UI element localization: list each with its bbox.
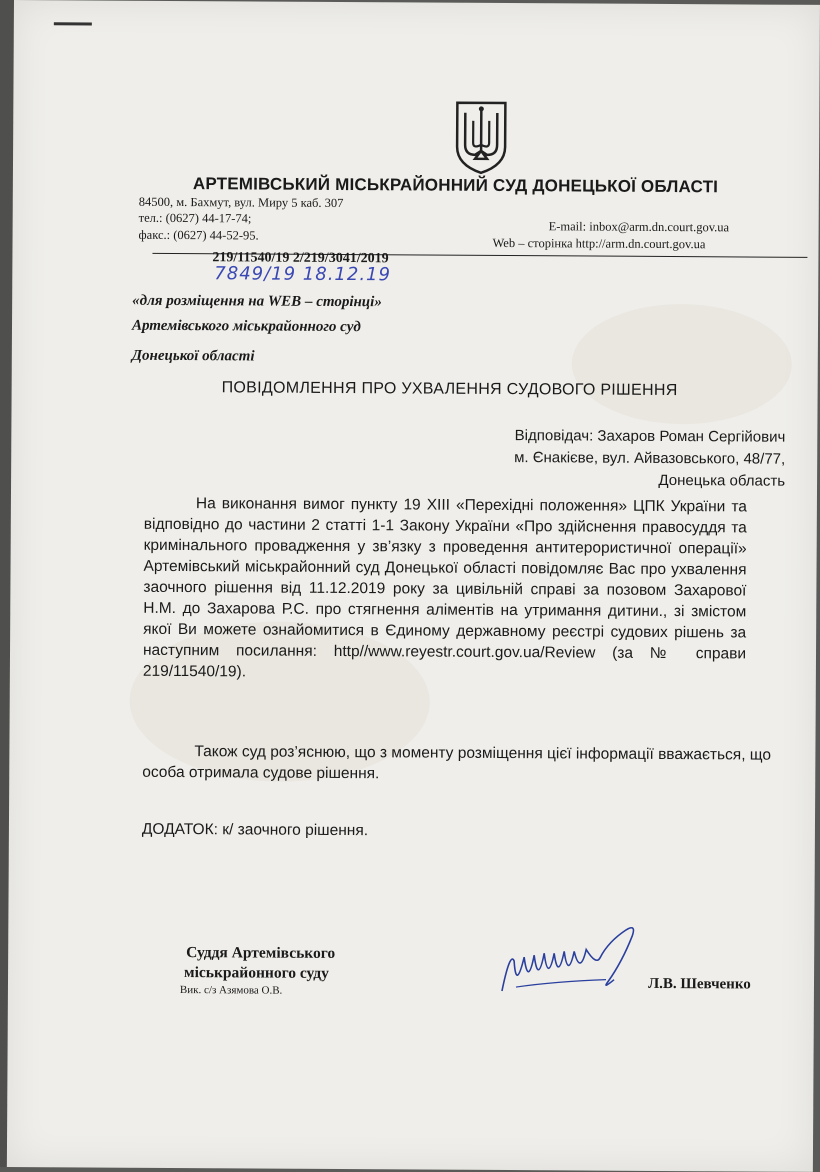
addressee-line1: «для розміщення на WEB – сторінці» bbox=[132, 292, 382, 311]
document-page bbox=[7, 0, 820, 1172]
court-name: АРТЕМІВСЬКИЙ МІСЬКРАЙОННИЙ СУД ДОНЕЦЬКОЇ ОБЛАСТІ bbox=[192, 174, 719, 197]
executor-note: Вик. с/з Азямова О.В. bbox=[179, 984, 283, 997]
court-website: Web – сторінка http://arm.dn.court.gov.ua bbox=[492, 235, 706, 252]
judge-title-line2: міськрайонного суду bbox=[184, 964, 329, 982]
trident-coat-of-arms-icon bbox=[451, 99, 511, 175]
notice-paragraph-1: На виконання вимог пункту 19 ХІІІ «Перехідні положення» ЦПК України та відповідно до частини 2 статті 1-1 Закону України «Про здійснення правосуддя та кримінального провадження у зв’язку з проведення антитерористичної операції» Артемівський міськрайонний суд Донецької області повідомляє Вас про ухвалення заочного рішення від 11.12.2019 року за цивільній справі за позовом Захарової Н.М. до Захарова Р.С. про стягнення аліментів на утримання дитини., зі змістом якої Ви можете ознайомитися в Єдиному державному реєстрі судових рішень за наступним посилання: http//www.reyestr.court.gov.ua/Review (за № справи 219/11540/19). bbox=[142, 495, 747, 681]
judge-title-line1: Суддя Артемівського bbox=[186, 944, 336, 962]
judge-title bbox=[186, 943, 335, 984]
respondent-name: Відповідач: Захаров Роман Сергійович bbox=[514, 427, 786, 446]
court-address: 84500, м. Бахмут, вул. Миру 5 каб. 307 bbox=[138, 194, 344, 211]
addressee-line3: Донецької області bbox=[131, 347, 255, 365]
notice-paragraph-2-text: Також суд роз’яснюю, що з моменту розміщення цієї інформації вважається, що особа отримала судове рішення. bbox=[142, 743, 772, 783]
court-email: E-mail: inbox@arm.dn.court.gov.ua bbox=[548, 219, 730, 235]
handwritten-signature bbox=[496, 921, 656, 1002]
addressee-line2: Артемівського міськрайонного суд bbox=[131, 317, 361, 336]
scan-mark bbox=[54, 22, 92, 25]
judge-name: Л.В. Шевченко bbox=[647, 975, 751, 993]
respondent-region: Донецька область bbox=[658, 471, 786, 490]
notice-body bbox=[143, 493, 747, 686]
respondent-address: м. Єнакієве, вул. Айвазовського, 48/77, bbox=[514, 449, 786, 468]
court-phone: тел.: (0627) 44-17-74; bbox=[138, 210, 252, 226]
notice-paragraph-2 bbox=[142, 741, 802, 787]
document-title: ПОВІДОМЛЕННЯ ПРО УХВАЛЕННЯ СУДОВОГО РІШЕННЯ bbox=[221, 379, 678, 400]
paper-stain bbox=[571, 303, 792, 424]
handwritten-registration: 7849/19 18.12.19 bbox=[214, 263, 392, 286]
court-fax: факс.: (0627) 44-52-95. bbox=[138, 227, 259, 243]
attachment-note: ДОДАТОК: к/ заочного рішення. bbox=[141, 820, 369, 840]
respondent-block bbox=[514, 425, 786, 493]
case-numbers: 219/11540/19 2/219/3041/2019 bbox=[212, 250, 389, 267]
